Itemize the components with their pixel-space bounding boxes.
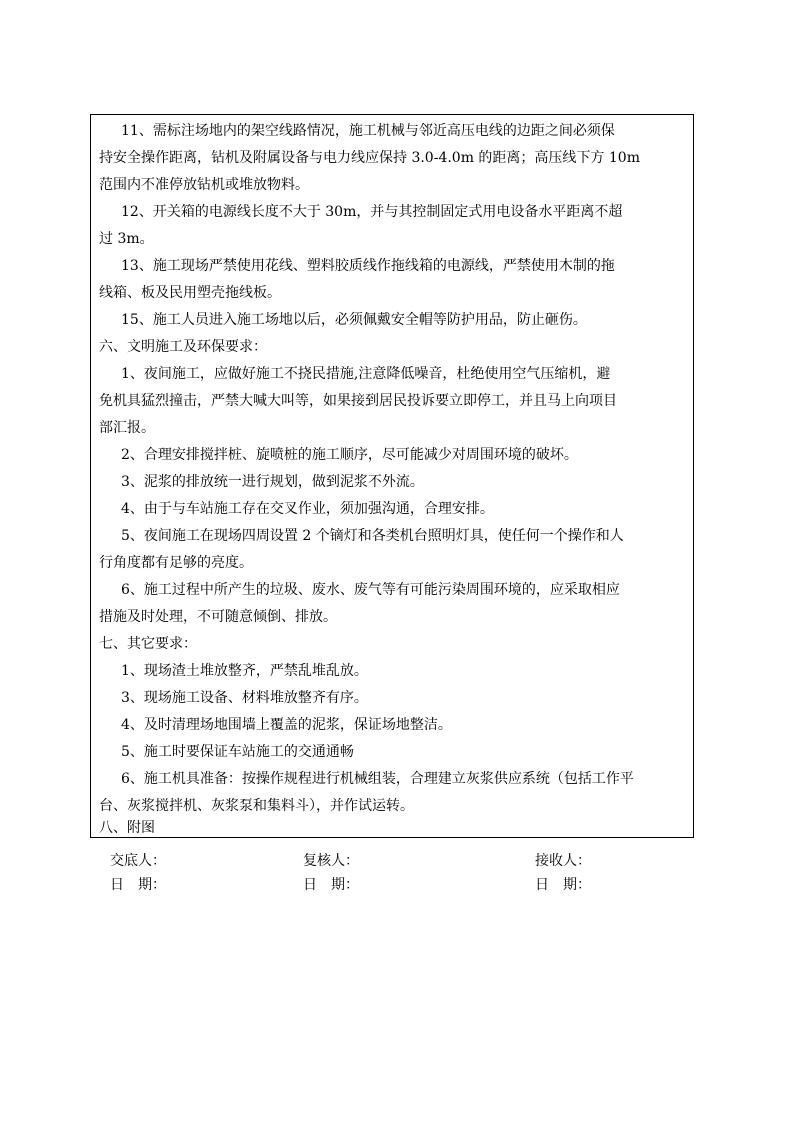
section-heading: 七、其它要求： bbox=[99, 636, 197, 652]
text-line: 1、夜间施工，应做好施工不挠民措施,注意降低噪音，杜绝使用空气压缩机，避 bbox=[121, 366, 611, 382]
text-line: 13、施工现场严禁使用花线、塑料胶质线作拖线箱的电源线，严禁使用木制的拖 bbox=[121, 258, 615, 274]
text-line: 4、及时清理场地围墙上覆盖的泥浆，保证场地整洁。 bbox=[121, 717, 452, 733]
content-table bbox=[90, 114, 694, 838]
text-line: 11、需标注场地内的架空线路情况，施工机械与邻近高压电线的边距之间必须保 bbox=[121, 123, 615, 139]
text-line: 过 3m。 bbox=[99, 231, 154, 247]
text-line: 持安全操作距离，钻机及附属设备与电力线应保持 3.0-4.0m 的距离；高压线下方 10m bbox=[99, 150, 640, 166]
handover-label: 交底人： bbox=[110, 853, 166, 869]
text-line: 6、施工过程中所产生的垃圾、废水、废气等有可能污染周围环境的，应采取相应 bbox=[121, 582, 620, 598]
text-line: 5、夜间施工在现场四周设置 2 个镝灯和各类机台照明灯具，使任何一个操作和人 bbox=[121, 528, 624, 544]
text-line: 2、合理安排搅拌桩、旋喷桩的施工顺序，尽可能减少对周围环境的破坏。 bbox=[121, 447, 578, 463]
text-line: 范围内不准停放钻机或堆放物料。 bbox=[99, 177, 309, 193]
text-line: 部汇报。 bbox=[99, 420, 155, 436]
section-heading: 八、附图 bbox=[99, 820, 155, 836]
text-line: 4、由于与车站施工存在交叉作业，须加强沟通，合理安排。 bbox=[121, 501, 494, 517]
text-line: 免机具猛烈撞击，严禁大喊大叫等，如果接到居民投诉要立即停工，并且马上向项目 bbox=[99, 393, 617, 409]
text-line: 3、现场施工设备、材料堆放整齐有序。 bbox=[121, 690, 368, 706]
text-line: 措施及时处理，不可随意倾倒、排放。 bbox=[99, 609, 337, 625]
receive-date-label: 日 期： bbox=[535, 877, 591, 893]
text-line: 3、泥浆的排放统一进行规划，做到泥浆不外流。 bbox=[121, 474, 424, 490]
text-line: 线箱、板及民用塑壳拖线板。 bbox=[99, 285, 281, 301]
text-line: 12、开关箱的电源线长度不大于 30m，并与其控制固定式用电设备水平距离不超 bbox=[121, 204, 623, 220]
handover-date-label: 日 期： bbox=[110, 877, 166, 893]
section-heading: 六、文明施工及环保要求： bbox=[99, 339, 267, 355]
text-line: 台、灰浆搅拌机、灰浆泵和集料斗），并作试运转。 bbox=[99, 798, 414, 814]
text-line: 15、施工人员进入施工场地以后，必须佩戴安全帽等防护用品，防止砸伤。 bbox=[121, 312, 587, 328]
text-line: 行角度都有足够的亮度。 bbox=[99, 555, 253, 571]
receive-label: 接收人： bbox=[535, 853, 591, 869]
review-date-label: 日 期： bbox=[303, 877, 359, 893]
text-line: 1、现场渣土堆放整齐，严禁乱堆乱放。 bbox=[121, 663, 368, 679]
text-line: 6、施工机具准备：按操作规程进行机械组装，合理建立灰浆供应系统（包括工作平 bbox=[121, 771, 634, 787]
text-line: 5、施工时要保证车站施工的交通通畅 bbox=[121, 744, 354, 760]
review-label: 复核人： bbox=[303, 853, 359, 869]
